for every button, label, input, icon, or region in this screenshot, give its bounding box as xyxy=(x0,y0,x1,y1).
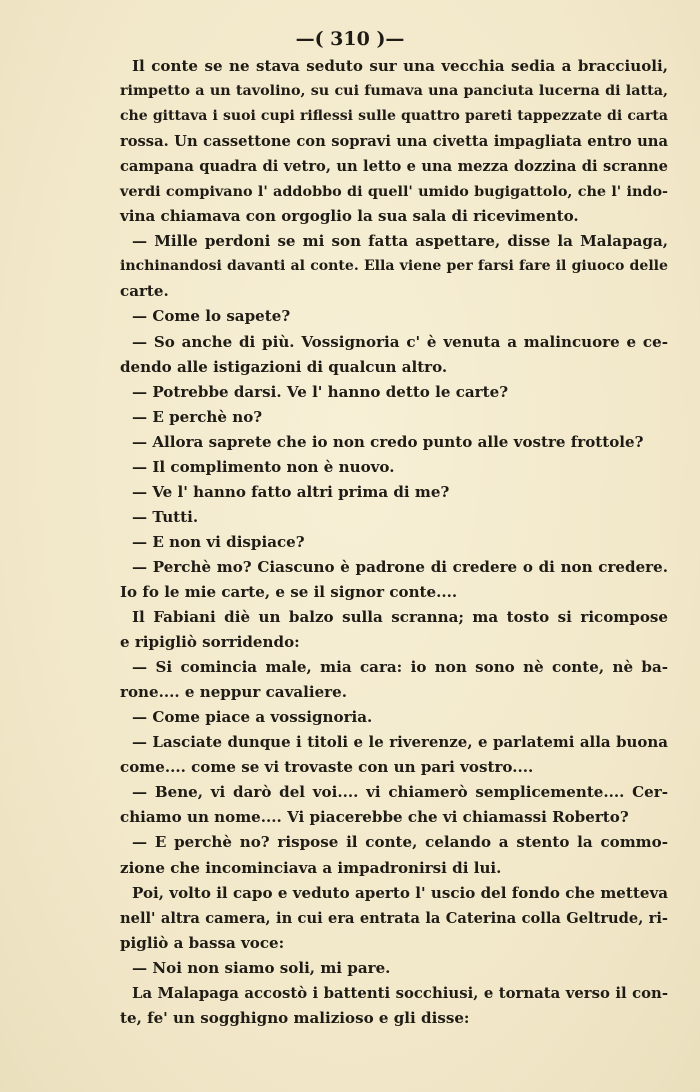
text-line: — Tutti. xyxy=(132,507,199,526)
paragraph xyxy=(120,981,668,1031)
text-line: nell' altra camera, in cui era entrata la Caterina colla Geltrude, ri- xyxy=(120,909,668,927)
paragraph xyxy=(120,505,668,530)
text-line: e ripigliò sorridendo: xyxy=(120,633,300,652)
text-line: che gittava i suoi cupi riflessi sulle quattro pareti tappezzate di carta xyxy=(120,108,668,125)
page-number: —( 310 )— xyxy=(295,28,405,50)
text-line: — Il complimento non è nuovo. xyxy=(132,457,395,476)
paragraph xyxy=(120,956,668,981)
text-line: dendo alle istigazioni di qualcun altro. xyxy=(120,357,448,376)
text-line: carte. xyxy=(120,282,169,301)
text-line: — Bene, vi darò del voi.... vi chiamerò semplicemente.... Cer- xyxy=(132,783,668,802)
text-line: come.... come se vi trovaste con un pari vostro.... xyxy=(120,758,534,777)
text-line: — Noi non siamo soli, mi pare. xyxy=(132,958,391,977)
paragraph xyxy=(120,405,668,430)
paragraph xyxy=(120,605,668,655)
text-line: campana quadra di vetro, un letto e una mezza dozzina di scranne xyxy=(120,158,668,176)
text-line: Il Fabiani diè un balzo sulla scranna; ma tosto si ricompose xyxy=(132,608,668,627)
text-line: — Potrebbe darsi. Ve l' hanno detto le carte? xyxy=(132,382,509,401)
paragraph xyxy=(120,480,668,505)
text-line: — E perchè no? rispose il conte, celando a stento la commo- xyxy=(132,833,668,852)
text-line: — Allora saprete che io non credo punto alle vostre frottole? xyxy=(132,432,644,451)
paragraph xyxy=(120,54,668,229)
paragraph xyxy=(120,655,668,705)
paragraph xyxy=(120,455,668,480)
paragraph xyxy=(120,830,668,880)
text-line: rimpetto a un tavolino, su cui fumava una panciuta lucerna di latta, xyxy=(120,83,668,100)
paragraph xyxy=(120,705,668,730)
text-line: Io fo le mie carte, e se il signor conte.... xyxy=(120,582,458,601)
text-line: rossa. Un cassettone con sopravi una civetta impagliata entro una xyxy=(120,133,668,151)
text-line: — Perchè mo? Ciascuno è padrone di credere o di non credere. xyxy=(132,557,668,576)
paragraph xyxy=(120,555,668,605)
text-line: Il conte se ne stava seduto sur una vecchia sedia a bracciuoli, xyxy=(132,57,668,75)
text-line: — So anche di più. Vossignoria c' è venuta a malincuore e ce- xyxy=(132,332,668,351)
text-line: La Malapaga accostò i battenti socchiusi, e tornata verso il con- xyxy=(132,983,668,1002)
text-line: inchinandosi davanti al conte. Ella viene per farsi fare il giuoco delle xyxy=(120,258,668,275)
paragraph xyxy=(120,229,668,304)
body-text xyxy=(120,54,668,1031)
paragraph xyxy=(120,330,668,380)
text-line: verdi compivano l' addobbo di quell' umido bugigattolo, che l' indo- xyxy=(120,183,668,201)
text-line: — Come piace a vossignoria. xyxy=(132,708,373,727)
text-line: rone.... e neppur cavaliere. xyxy=(120,683,347,702)
text-line: vina chiamava con orgoglio la sua sala di ricevimento. xyxy=(120,207,579,226)
text-line: — Come lo sapete? xyxy=(132,307,291,326)
paragraph xyxy=(120,730,668,780)
paragraph xyxy=(120,304,668,329)
text-line: chiamo un nome.... Vi piacerebbe che vi chiamassi Roberto? xyxy=(120,808,629,827)
text-line: — Si comincia male, mia cara: io non sono nè conte, nè ba- xyxy=(132,658,668,677)
paragraph xyxy=(120,530,668,555)
text-line: — E non vi dispiace? xyxy=(132,532,305,551)
paragraph xyxy=(120,881,668,956)
paragraph xyxy=(120,430,668,455)
text-line: — Ve l' hanno fatto altri prima di me? xyxy=(132,482,450,501)
text-line: zione che incominciava a impadronirsi di lui. xyxy=(120,858,502,877)
text-line: — Mille perdoni se mi son fatta aspettare, disse la Malapaga, xyxy=(132,232,668,251)
text-line: — E perchè no? xyxy=(132,407,263,426)
paragraph xyxy=(120,380,668,405)
text-line: Poi, volto il capo e veduto aperto l' uscio del fondo che metteva xyxy=(132,883,668,902)
text-line: te, fe' un sogghigno malizioso e gli disse: xyxy=(120,1008,470,1027)
paragraph xyxy=(120,780,668,830)
text-line: — Lasciate dunque i titoli e le riverenze, e parlatemi alla buona xyxy=(132,733,668,752)
text-line: pigliò a bassa voce: xyxy=(120,933,285,952)
